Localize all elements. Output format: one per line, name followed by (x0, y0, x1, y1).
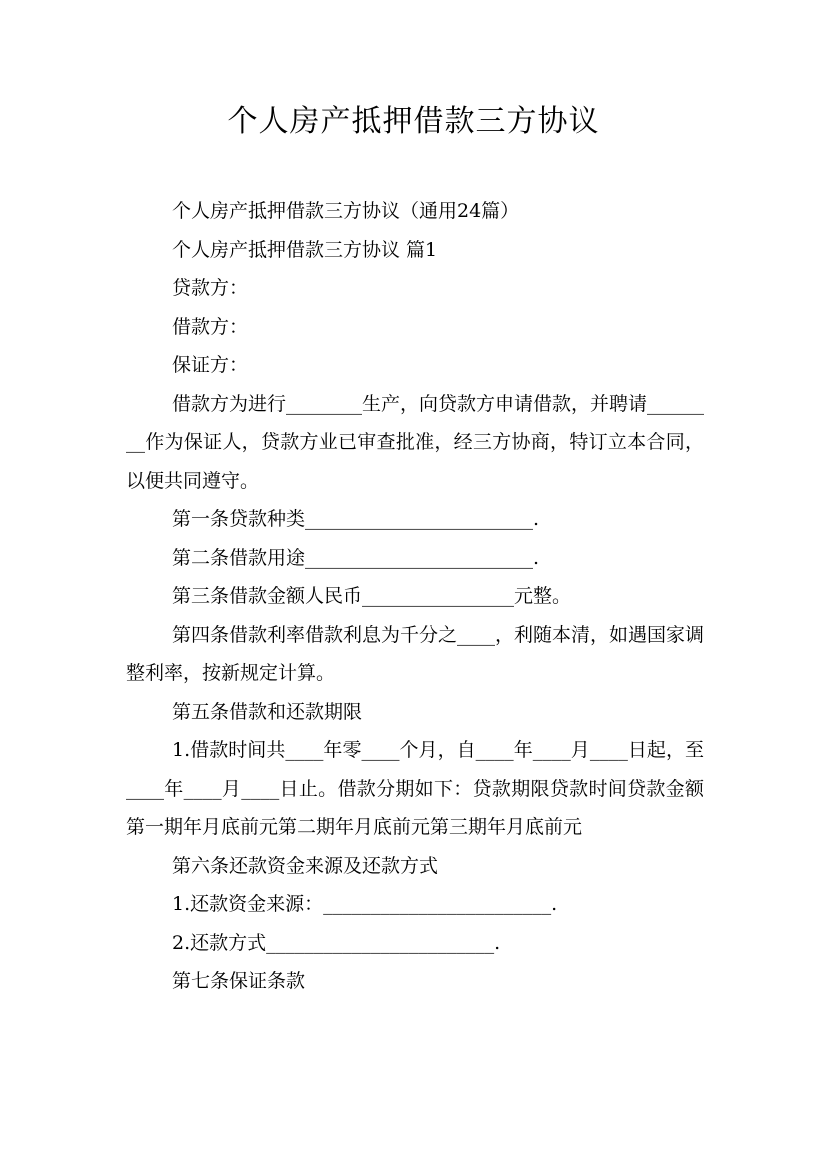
paragraph-preamble: 借款方为进行________生产，向贷款方申请借款，并聘请________作为保证人，贷款方业已审查批准，经三方协商，特订立本合同，以便共同遵守。 (126, 392, 705, 492)
paragraph-borrower: 借款方： (172, 315, 249, 338)
paragraph-article-5: 第五条借款和还款期限 (172, 700, 363, 723)
paragraph-article-4: 第四条借款利率借款利息为千分之____，利随本清，如遇国家调整利率，按新规定计算。 (126, 623, 705, 684)
paragraph-article-3: 第三条借款金额人民币________________元整。 (172, 585, 572, 607)
paragraph-article-6-item-2: 2.还款方式________________________. (172, 931, 501, 954)
paragraph-article-7: 第七条保证条款 (172, 970, 306, 992)
paragraph-article-2: 第二条借款用途________________________. (172, 546, 540, 569)
paragraph-article-1: 第一条贷款种类________________________. (172, 508, 540, 530)
paragraph-article-6-item-1: 1.还款资金来源：________________________. (172, 893, 558, 915)
document-title: 个人房产抵押借款三方协议 (227, 104, 600, 139)
paragraph-lender: 贷款方： (172, 277, 249, 299)
paragraph-guarantor: 保证方： (172, 354, 249, 376)
paragraph-article-5-item-1: 1.借款时间共____年零____个月，自____年____月____日起，至____年____月____日止。借款分期如下：贷款期限贷款时间贷款金额第一期年月底前元第二期年月底前元第三期年月底前元 (126, 739, 704, 838)
document-body (126, 192, 704, 1001)
paragraph-section-heading: 个人房产抵押借款三方协议 篇1 (172, 238, 438, 261)
paragraph-subtitle: 个人房产抵押借款三方协议（通用24篇） (172, 200, 520, 222)
paragraph-article-6: 第六条还款资金来源及还款方式 (172, 854, 439, 877)
